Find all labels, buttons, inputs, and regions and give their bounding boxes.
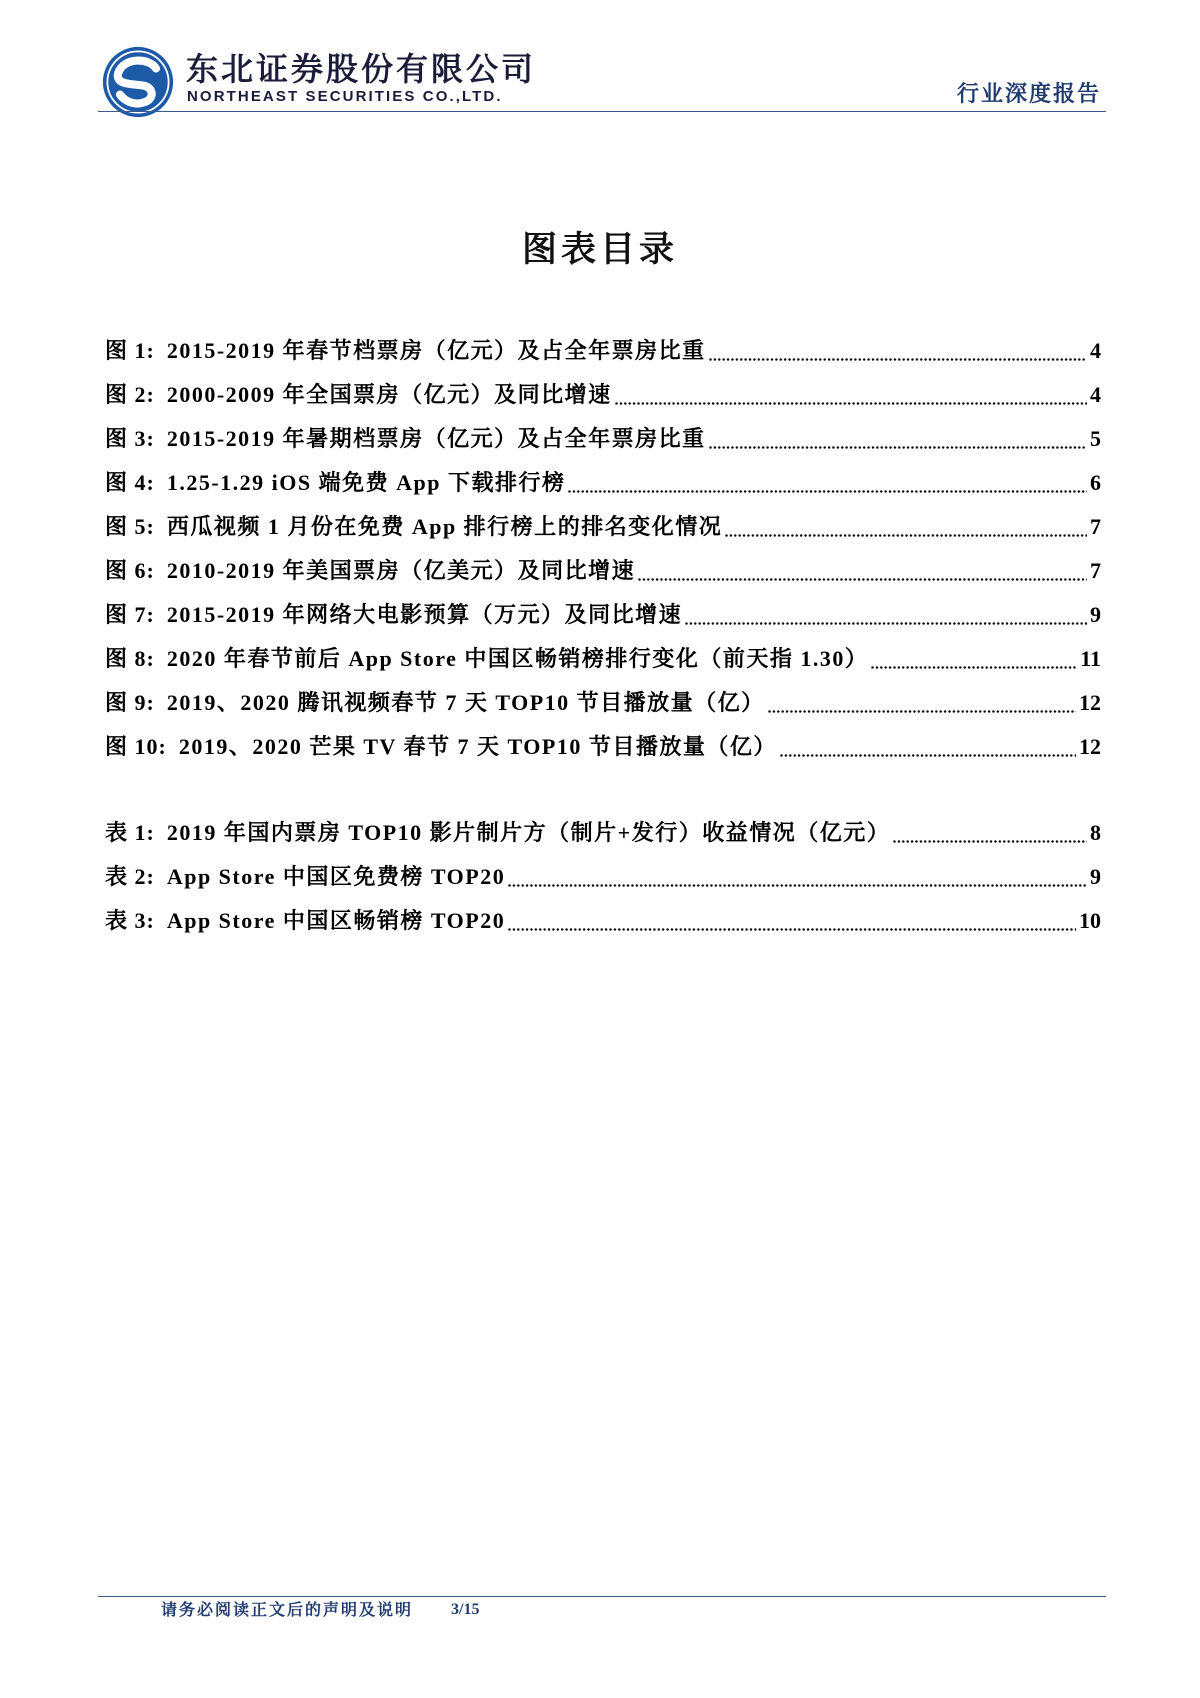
toc-label: 表 2: (105, 864, 155, 889)
toc-title: 西瓜视频 1 月份在免费 App 排行榜上的排名变化情况 (166, 514, 723, 539)
toc-page-number: 7 (1090, 558, 1101, 583)
dotted-leader (725, 534, 1087, 537)
toc-title: 2019 年国内票房 TOP10 影片制片方（制片+发行）收益情况（亿元） (166, 820, 891, 845)
toc-label: 图 10: (105, 734, 167, 759)
toc-figure-7[interactable] (105, 593, 1101, 637)
dotted-leader (709, 446, 1087, 449)
dotted-leader (508, 884, 1087, 887)
toc-label: 图 7: (105, 602, 155, 627)
footer-divider (98, 1596, 1106, 1597)
toc-figure-6[interactable] (105, 549, 1101, 593)
toc-figure-8[interactable] (105, 637, 1101, 681)
toc-title: 1.25-1.29 iOS 端免费 App 下载排行榜 (166, 470, 566, 495)
toc-title: 2015-2019 年春节档票房（亿元）及占全年票房比重 (166, 338, 706, 363)
dotted-leader (871, 666, 1077, 669)
toc-label: 图 2: (105, 382, 155, 407)
toc-figure-1[interactable] (105, 329, 1101, 373)
dotted-leader (780, 754, 1076, 757)
dotted-leader (709, 358, 1087, 361)
company-logo (102, 46, 174, 118)
toc-table-3[interactable] (105, 899, 1101, 943)
toc-figure-5[interactable] (105, 505, 1101, 549)
toc-page-number: 4 (1090, 338, 1101, 363)
dotted-leader (508, 928, 1076, 931)
toc-label: 图 3: (105, 426, 155, 451)
toc-figure-4[interactable] (105, 461, 1101, 505)
toc-page-number: 6 (1090, 470, 1101, 495)
dotted-leader (768, 710, 1076, 713)
dotted-leader (638, 578, 1087, 581)
northeast-securities-logo-icon (102, 46, 174, 118)
toc-page-number: 12 (1079, 734, 1101, 759)
toc-figure-3[interactable] (105, 417, 1101, 461)
toc-label: 图 5: (105, 514, 155, 539)
company-name-cn: 东北证券股份有限公司 (186, 50, 537, 88)
toc-label: 表 3: (105, 908, 155, 933)
toc-page-number: 10 (1079, 908, 1101, 933)
toc-label: 图 8: (105, 646, 155, 671)
footer-page-number: 3/15 (451, 1601, 480, 1618)
toc-title: 2010-2019 年美国票房（亿美元）及同比增速 (166, 558, 636, 583)
toc-title: 2000-2009 年全国票房（亿元）及同比增速 (166, 382, 612, 407)
table-list (105, 811, 1101, 943)
toc-label: 表 1: (105, 820, 155, 845)
toc-figure-2[interactable] (105, 373, 1101, 417)
report-type: 行业深度报告 (956, 82, 1101, 107)
dotted-leader (615, 402, 1087, 405)
toc-label: 图 9: (105, 690, 155, 715)
toc-page-number: 12 (1079, 690, 1101, 715)
toc-label: 图 4: (105, 470, 155, 495)
toc-page-number: 4 (1090, 382, 1101, 407)
toc-page-number: 9 (1090, 602, 1101, 627)
toc-label: 图 6: (105, 558, 155, 583)
toc-page-number: 5 (1090, 426, 1101, 451)
toc-title: 2020 年春节前后 App Store 中国区畅销榜排行变化（前天指 1.30） (166, 646, 869, 671)
toc-page-number: 11 (1080, 646, 1101, 671)
toc-title: 2015-2019 年暑期档票房（亿元）及占全年票房比重 (166, 426, 706, 451)
dotted-leader (893, 840, 1087, 843)
footer-disclaimer: 请务必阅读正文后的声明及说明 (161, 1600, 414, 1619)
toc-page-number: 9 (1090, 864, 1101, 889)
toc-table-2[interactable] (105, 855, 1101, 899)
page-title: 图表目录 (521, 230, 678, 270)
toc-page-number: 7 (1090, 514, 1101, 539)
dotted-leader (568, 490, 1087, 493)
toc-title: App Store 中国区免费榜 TOP20 (166, 864, 506, 889)
toc-title: 2015-2019 年网络大电影预算（万元）及同比增速 (166, 602, 683, 627)
toc-figure-9[interactable] (105, 681, 1101, 725)
toc-figure-10[interactable] (105, 725, 1101, 769)
toc-title: 2019、2020 腾讯视频春节 7 天 TOP10 节目播放量（亿） (166, 690, 765, 715)
toc-title: App Store 中国区畅销榜 TOP20 (166, 908, 506, 933)
dotted-leader (685, 622, 1087, 625)
toc-page-number: 8 (1090, 820, 1101, 845)
toc-table-1[interactable] (105, 811, 1101, 855)
header-divider (98, 111, 1106, 112)
toc-title: 2019、2020 芒果 TV 春节 7 天 TOP10 节目播放量（亿） (178, 734, 777, 759)
toc-label: 图 1: (105, 338, 155, 363)
figure-list (105, 329, 1101, 769)
company-name-en: NORTHEAST SECURITIES CO.,LTD. (187, 88, 503, 105)
